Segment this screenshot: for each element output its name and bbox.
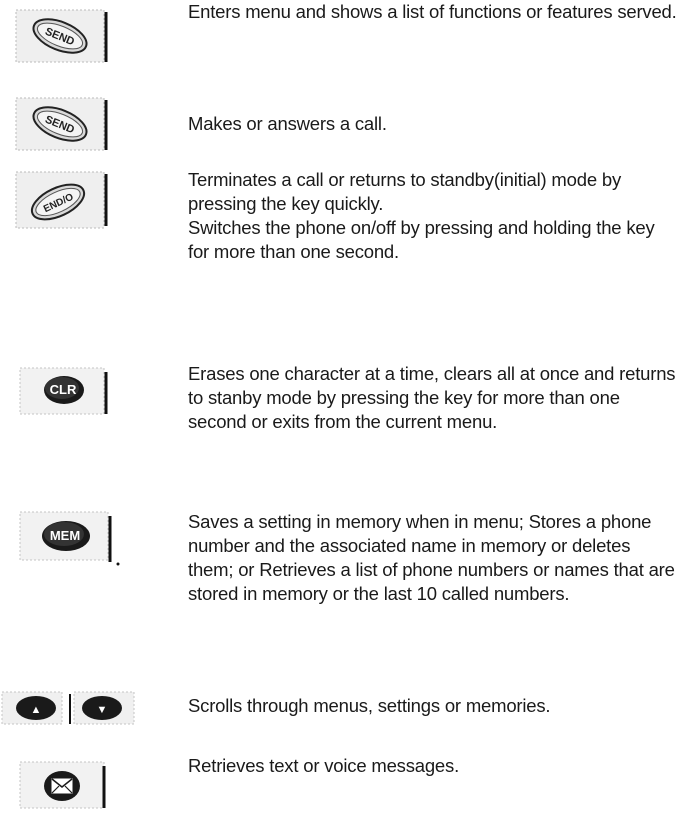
menu-key-description [188,0,680,24]
description-line: Scrolls through menus, settings or memories. [188,695,551,716]
send-key-icon [14,96,106,148]
send-key-description [188,112,680,136]
clear-key-label: CLR [49,382,77,397]
message-key-description [188,754,680,778]
svg-text:▲: ▲ [30,704,42,716]
description-line: Enters menu and shows a list of functions or features served. [188,1,677,22]
memory-key-label: MEM [49,528,81,543]
description-line: Makes or answers a call. [188,113,387,134]
description-line: Saves a setting in memory when in menu; Stores a phone number and the associated name in memory or deletes them; or Retrieves a list of phone numbers or names that are stored in memory or the last 10 called numbers. [188,511,675,604]
svg-text:▼: ▼ [96,704,108,716]
description-line: Erases one character at a time, clears all at once and returns to stanby mode by pressing the key for more than one second or exits from the current menu. [188,363,676,432]
description-line: Terminates a call or returns to standby(initial) mode by pressing the key quickly. [188,169,621,214]
clear-key-description [188,362,680,434]
description-line: Retrieves text or voice messages. [188,755,460,776]
memory-key-description [188,510,680,606]
clear-key-icon [18,364,110,416]
end-key-description [188,168,680,264]
message-key-icon [18,758,110,810]
end-key-label: END/O [41,191,76,216]
menu-key-icon [14,8,106,60]
memory-key-icon [18,508,110,560]
send-key-label: SEND [43,113,77,137]
menu-key-label: SEND [43,25,77,49]
scroll-keys-icon [0,686,170,738]
scroll-keys-description [188,694,680,718]
description-line: Switches the phone on/off by pressing and holding the key for more than one second. [188,217,655,262]
end-key-icon [14,170,106,222]
